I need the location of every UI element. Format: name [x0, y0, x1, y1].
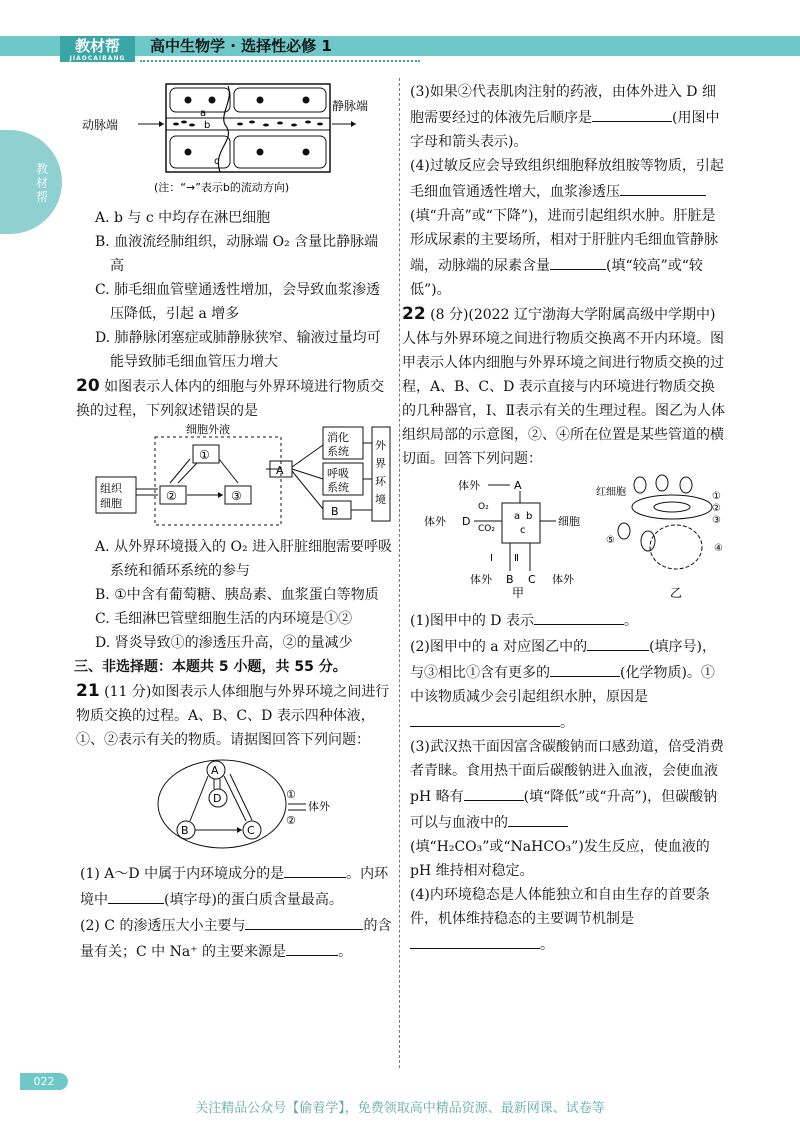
- q22-figures: [410, 471, 728, 599]
- q21-part-3: (3)如果②代表肌肉注射的药液，由体外进入 D 细胞需要经过的体液先后顺序是 (用图中字母和箭头表示)。: [410, 84, 720, 150]
- fig-c-label: c: [214, 156, 220, 167]
- q20-option-c: C. 毛细淋巴管壁细胞生活的内环境是①②: [95, 611, 353, 627]
- q21-figure: [80, 752, 392, 852]
- q22-part-3: (3)武汉热干面因富含碳酸钠而口感劲道，倍受消费者青睐。食用热干面后碳酸钠进入血液，会使血液 pH 略有 (填“降低”或“升高”)，但碳酸钠可以与血液中的(填“H₂CO₃”或“NaHCO₃”)发生反应，使血液的 pH 维持相对稳定。: [410, 739, 724, 879]
- q20-option-a: A. 从外界环境摄入的 O₂ 进入肝脏细胞需要呼吸系统和循环系统的参与: [95, 539, 392, 579]
- svg-text:b: b: [526, 511, 533, 522]
- brand-sub: JIAOCAIBANG: [69, 55, 126, 62]
- svg-text:体外: 体外: [470, 573, 492, 586]
- q19-option-a: A. b 与 c 中均存在淋巴细胞: [95, 210, 271, 226]
- q21-part-4: (4)过敏反应会导致组织细胞释放组胺等物质，引起毛细血管通透性增大，血浆渗透压(填“升高”或“下降”)，进而引起组织水肿。肝脏是形成尿素的主要场所，相对于肝脏内毛细血管静脉端，动脉端的尿素含量 (填“较高”或“较低”)。: [410, 158, 724, 298]
- svg-text:⑤: ⑤: [606, 535, 615, 546]
- fig-a-label: a: [200, 108, 207, 119]
- svg-text:B: B: [506, 573, 514, 586]
- left-column: [74, 80, 392, 964]
- svg-text:②: ②: [712, 503, 721, 514]
- right-column: [402, 80, 728, 957]
- q19-figure: [80, 80, 392, 198]
- fig-caption-jia: 甲: [512, 586, 525, 599]
- answer-blank[interactable]: [508, 809, 568, 827]
- svg-text:体外: 体外: [552, 573, 574, 586]
- brand-name: 教材帮: [74, 37, 120, 55]
- fig-vein-label: 静脉端: [332, 99, 369, 113]
- svg-text:C: C: [528, 573, 536, 586]
- fig-node-b: B: [181, 824, 189, 837]
- svg-text:Ⅰ: Ⅰ: [490, 553, 493, 564]
- fig-sub-2: ②: [286, 814, 296, 827]
- fig-note: (注：“→”表示b的流动方向): [154, 181, 290, 194]
- fig-b-box: B: [331, 505, 339, 518]
- svg-text:④: ④: [714, 543, 723, 554]
- fig-outside-left: 体外: [424, 515, 446, 528]
- fig-rbc-label: 红细胞: [596, 487, 626, 498]
- q19-option-c: C. 肺毛细血管壁通透性增加，会导致血浆渗透压降低，引起 a 增多: [95, 282, 381, 322]
- fig-b-label: b: [204, 120, 211, 131]
- q20-stem-text: 如图表示人体内的细胞与外界环境进行物质交换的过程，下列叙述错误的是: [76, 379, 385, 419]
- svg-text:境: 境: [375, 493, 386, 506]
- section-heading: 三、非选择题：本题共 5 小题，共 55 分。: [74, 659, 347, 675]
- answer-blank[interactable]: [410, 931, 540, 949]
- q21-part-2: (2) C 的渗透压大小主要与 的含量有关；C 中 Na⁺ 的主要来源是 。: [80, 912, 392, 964]
- page-header: [0, 0, 800, 66]
- brand-tab: [60, 36, 135, 62]
- q20-number: 20: [76, 376, 100, 396]
- page-number: 022: [20, 1073, 68, 1090]
- fig-tissue-1: 组织: [100, 482, 122, 495]
- q19-option-b: B. 血液流经肺组织，动脉端 O₂ 含量比静脉端高: [95, 234, 379, 274]
- svg-text:消化: 消化: [327, 431, 349, 444]
- answer-blank[interactable]: [245, 912, 307, 930]
- header-rule: [140, 60, 420, 62]
- column-divider: [399, 78, 400, 1068]
- footer-ad: 关注精品公众号【偷着学】，免费领取高中精品资源、最新网课、试卷等: [195, 1101, 605, 1116]
- svg-text:①: ①: [712, 491, 721, 502]
- svg-text:系统: 系统: [327, 481, 349, 494]
- q21-stem: [76, 679, 392, 752]
- answer-blank[interactable]: [286, 938, 338, 956]
- svg-text:A: A: [514, 479, 522, 492]
- svg-text:外: 外: [375, 439, 386, 452]
- svg-text:O₂: O₂: [478, 502, 489, 512]
- svg-text:D: D: [462, 515, 471, 528]
- fig-node-d: D: [213, 792, 222, 805]
- fig-a-box: A: [276, 464, 284, 477]
- q20-option-b: B. ①中含有葡萄糖、胰岛素、血浆蛋白等物质: [95, 587, 379, 603]
- fig-caption-yi: 乙: [670, 586, 683, 599]
- svg-text:③: ③: [712, 515, 721, 526]
- answer-blank[interactable]: [550, 252, 606, 270]
- q22-part-4: (4)内环境稳态是人体能独立和自由生存的首要条件，机体维持稳态的主要调节机制是。: [410, 887, 710, 953]
- side-tab: 教材帮: [0, 130, 62, 234]
- q20-option-d: D. 肾炎导致①的渗透压升高，②的量减少: [95, 635, 353, 651]
- q21-stem-text: (11 分)如图表示人体细胞与外界环境之间进行物质交换的过程。A、B、C、D 表示四种体液，①、②表示有关的物质。请据图回答下列问题：: [76, 684, 390, 748]
- fig-node-a: A: [211, 764, 219, 777]
- svg-text:系统: 系统: [327, 445, 349, 458]
- fig-artery-label: 动脉端: [82, 118, 119, 132]
- q22-stem-text: (8 分)(2022 辽宁渤海大学附属高级中学期中)人体与外界环境之间进行物质交换离不开内环境。图甲表示人体内细胞与外界环境之间进行物质交换的过程，A、B、C、D 表示直接与内环境进行物质交换的几种器官，Ⅰ、Ⅱ表示有关的生理过程。图乙为人体组织局部的示意图，②、④所在位置是某些管道的横切面。回答下列问题：: [402, 307, 726, 467]
- answer-blank[interactable]: [410, 709, 560, 727]
- q21-number: 21: [76, 681, 100, 701]
- fig-node-1: ①: [199, 448, 210, 462]
- q22-number: 22: [402, 304, 426, 324]
- fig-sub-1: ①: [286, 788, 296, 801]
- svg-text:c: c: [520, 525, 526, 536]
- q22-part-2: (2)图甲中的 a 对应图乙中的 (填序号)，与③相比①含有更多的 (化学物质)。①中该物质减少会引起组织水肿，原因是。: [410, 633, 728, 735]
- q19-option-d: D. 肺静脉闭塞症或肺静脉狭窄、输液过量均可能导致肺毛细血管压力增大: [95, 330, 381, 370]
- svg-text:Ⅱ: Ⅱ: [514, 553, 519, 564]
- answer-blank[interactable]: [307, 912, 363, 930]
- svg-text:呼吸: 呼吸: [327, 467, 349, 480]
- answer-blank[interactable]: [464, 783, 524, 801]
- fig-node-c: C: [247, 824, 255, 837]
- answer-blank[interactable]: [284, 860, 346, 878]
- svg-text:界: 界: [375, 457, 386, 470]
- answer-blank[interactable]: [620, 178, 706, 196]
- fig-outside-top: 体外: [458, 479, 480, 492]
- q22-part-1: (1)图甲中的 D 表示 。: [410, 607, 728, 633]
- answer-blank[interactable]: [108, 886, 164, 904]
- answer-blank[interactable]: [592, 104, 672, 122]
- q22-stem: [402, 302, 728, 471]
- book-title: 高中生物学 · 选择性必修 1: [150, 37, 332, 55]
- fig-outside: 体外: [308, 800, 330, 813]
- fig-tissue-2: 细胞: [100, 497, 122, 510]
- svg-text:环: 环: [375, 475, 386, 488]
- answer-blank[interactable]: [550, 659, 620, 677]
- fig-extracellular-label: 细胞外液: [186, 423, 230, 436]
- answer-blank[interactable]: [534, 607, 624, 625]
- fig-node-2: ②: [166, 489, 177, 503]
- fig-cell-label: 细胞: [558, 515, 580, 528]
- svg-text:a: a: [514, 511, 521, 522]
- q21-part-1: (1) A～D 中属于内环境成分的是 。内环境中 (填字母)的蛋白质含量最高。: [80, 860, 392, 912]
- q20-stem: [76, 374, 392, 423]
- fig-node-3: ③: [231, 489, 242, 503]
- svg-text:CO₂: CO₂: [478, 524, 495, 534]
- answer-blank[interactable]: [587, 633, 649, 651]
- q20-figure: [80, 423, 392, 527]
